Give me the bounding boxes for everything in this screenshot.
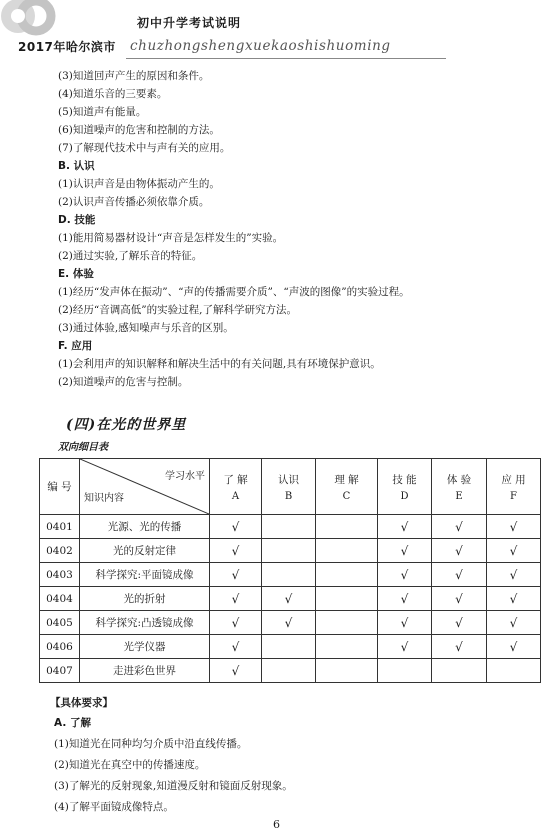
check-mark-icon: √: [455, 543, 463, 558]
level-cell: [432, 587, 487, 611]
row-content: 光的反射定律: [80, 539, 210, 563]
check-mark-icon: √: [231, 567, 240, 582]
text-line: (5)知道声有能量。: [58, 106, 147, 118]
check-mark-icon: √: [509, 567, 518, 582]
section-heading: F. 应用: [58, 340, 93, 352]
row-code: 0402: [40, 539, 80, 563]
requirements-section: [50, 693, 530, 818]
level-header-c: 理 解 C: [316, 459, 378, 515]
section-heading: D. 技能: [58, 214, 96, 226]
level-cell: [262, 659, 316, 683]
header-divider: [126, 58, 446, 59]
text-line: (4)知道乐音的三要素。: [58, 88, 168, 100]
level-cell: [432, 611, 487, 635]
level-cell: [378, 659, 432, 683]
check-mark-icon: √: [509, 543, 518, 558]
level-cell: [316, 587, 378, 611]
row-content: 光学仪器: [80, 635, 210, 659]
check-mark-icon: √: [231, 639, 240, 654]
level-cell: [487, 611, 541, 635]
level-header-e: 体 验 E: [432, 459, 487, 515]
level-cell: [262, 587, 316, 611]
text-line: (1)经历“发声体在振动”、“声的传播需要介质”、“声波的图像”的实验过程。: [58, 286, 410, 298]
level-cell: [432, 563, 487, 587]
check-mark-icon: √: [509, 615, 518, 630]
requirement-item: (2)知道光在真空中的传播速度。: [54, 759, 206, 771]
level-header-d: 技 能 D: [378, 459, 432, 515]
level-header-a: 了 解 A: [210, 459, 262, 515]
level-cell: [378, 515, 432, 539]
table-body: [40, 515, 541, 683]
row-content: 科学探究:平面镜成像: [80, 563, 210, 587]
check-mark-icon: √: [509, 519, 518, 534]
table-row: [40, 563, 541, 587]
section-heading: E. 体验: [58, 268, 94, 280]
diagonal-header-cell: [80, 459, 210, 515]
level-cell: [316, 611, 378, 635]
header-pinyin: chuzhongshengxuekaoshishuoming: [130, 38, 391, 54]
knowledge-content-label: 知识内容: [84, 493, 124, 504]
check-mark-icon: √: [284, 591, 293, 606]
level-cell: [432, 539, 487, 563]
requirements-title: 【具体要求】: [50, 697, 113, 709]
level-cell: [316, 563, 378, 587]
check-mark-icon: √: [455, 567, 463, 582]
level-cell: [262, 563, 316, 587]
check-mark-icon: √: [231, 519, 240, 534]
check-mark-icon: √: [400, 639, 409, 654]
level-cell: [210, 587, 262, 611]
text-line: (1)认识声音是由物体振动产生的。: [58, 178, 220, 190]
header-year-city: 2017年哈尔滨市: [18, 40, 116, 54]
text-line: (1)会利用声的知识解释和解决生活中的有关问题,具有环境保护意识。: [58, 358, 381, 370]
level-cell: [316, 659, 378, 683]
check-mark-icon: √: [455, 519, 463, 534]
level-cell: [487, 515, 541, 539]
level-header-b: 认识 B: [262, 459, 316, 515]
requirements-list: [50, 713, 530, 818]
level-cell: [378, 587, 432, 611]
check-mark-icon: √: [509, 639, 518, 654]
level-cell: [378, 635, 432, 659]
row-code: 0404: [40, 587, 80, 611]
table-row: [40, 659, 541, 683]
table-heading: 双向细目表: [58, 442, 108, 453]
check-mark-icon: √: [400, 615, 409, 630]
row-code: 0405: [40, 611, 80, 635]
check-mark-icon: √: [509, 591, 518, 606]
page-number: 6: [273, 818, 280, 831]
level-cell: [262, 515, 316, 539]
level-cell: [210, 539, 262, 563]
level-cell: [262, 635, 316, 659]
row-code: 0406: [40, 635, 80, 659]
text-line: (3)知道回声产生的原因和条件。: [58, 70, 210, 82]
level-cell: [487, 659, 541, 683]
text-line: (1)能用简易器材设计“声音是怎样发生的”实验。: [58, 232, 284, 244]
text-line: (6)知道噪声的危害和控制的方法。: [58, 124, 220, 136]
check-mark-icon: √: [455, 591, 463, 606]
level-cell: [210, 635, 262, 659]
check-mark-icon: √: [400, 543, 409, 558]
level-cell: [210, 659, 262, 683]
text-line: (3)通过体验,感知噪声与乐音的区别。: [58, 322, 234, 334]
check-mark-icon: √: [231, 615, 240, 630]
requirement-item: (4)了解平面镜成像特点。: [54, 801, 174, 813]
text-line: (7)了解现代技术中与声有关的应用。: [58, 142, 231, 154]
row-content: 走进彩色世界: [80, 659, 210, 683]
row-code: 0401: [40, 515, 80, 539]
row-code: 0403: [40, 563, 80, 587]
header-title: 初中升学考试说明: [137, 16, 242, 30]
table-header-row: [40, 459, 541, 515]
check-mark-icon: √: [400, 567, 409, 582]
section-heading: B. 认识: [58, 160, 95, 172]
level-cell: [378, 539, 432, 563]
requirement-item: (1)知道光在同种均匀介质中沿直线传播。: [54, 738, 248, 750]
table-row: [40, 635, 541, 659]
level-cell: [432, 659, 487, 683]
level-cell: [262, 611, 316, 635]
level-cell: [316, 635, 378, 659]
check-mark-icon: √: [455, 639, 463, 654]
table-row: [40, 515, 541, 539]
level-cell: [432, 635, 487, 659]
text-line: (2)通过实验,了解乐音的特征。: [58, 250, 203, 262]
check-mark-icon: √: [231, 663, 240, 678]
level-cell: [378, 563, 432, 587]
level-cell: [487, 539, 541, 563]
text-line: (2)经历“音调高低”的实验过程,了解科学研究方法。: [58, 304, 297, 316]
level-cell: [432, 515, 487, 539]
check-mark-icon: √: [455, 615, 463, 630]
level-cell: [210, 563, 262, 587]
level-cell: [210, 515, 262, 539]
row-code: 0407: [40, 659, 80, 683]
text-line: (2)知道噪声的危害与控制。: [58, 376, 189, 388]
check-mark-icon: √: [284, 615, 293, 630]
level-header-f: 应 用 F: [487, 459, 541, 515]
level-cell: [487, 587, 541, 611]
learning-level-label: 学习水平: [165, 471, 205, 482]
level-cell: [210, 611, 262, 635]
row-content: 光源、光的传播: [80, 515, 210, 539]
chapter-title: (四)在光的世界里: [66, 417, 187, 433]
table-row: [40, 611, 541, 635]
code-header: 编 号: [40, 459, 80, 515]
text-line: (2)认识声音传播必须依靠介质。: [58, 196, 210, 208]
requirement-item: (3)了解光的反射现象,知道漫反射和镜面反射现象。: [54, 780, 293, 792]
level-cell: [378, 611, 432, 635]
check-mark-icon: √: [231, 543, 240, 558]
level-cell: [262, 539, 316, 563]
check-mark-icon: √: [400, 519, 409, 534]
row-content: 科学探究:凸透镜成像: [80, 611, 210, 635]
level-cell: [487, 563, 541, 587]
level-cell: [487, 635, 541, 659]
check-mark-icon: √: [231, 591, 240, 606]
level-cell: [316, 539, 378, 563]
row-content: 光的折射: [80, 587, 210, 611]
specification-table: [39, 458, 541, 683]
table-row: [40, 539, 541, 563]
level-cell: [316, 515, 378, 539]
requirement-heading: A. 了解: [54, 717, 91, 729]
body-text: [58, 67, 528, 391]
check-mark-icon: √: [400, 591, 409, 606]
table-row: [40, 587, 541, 611]
